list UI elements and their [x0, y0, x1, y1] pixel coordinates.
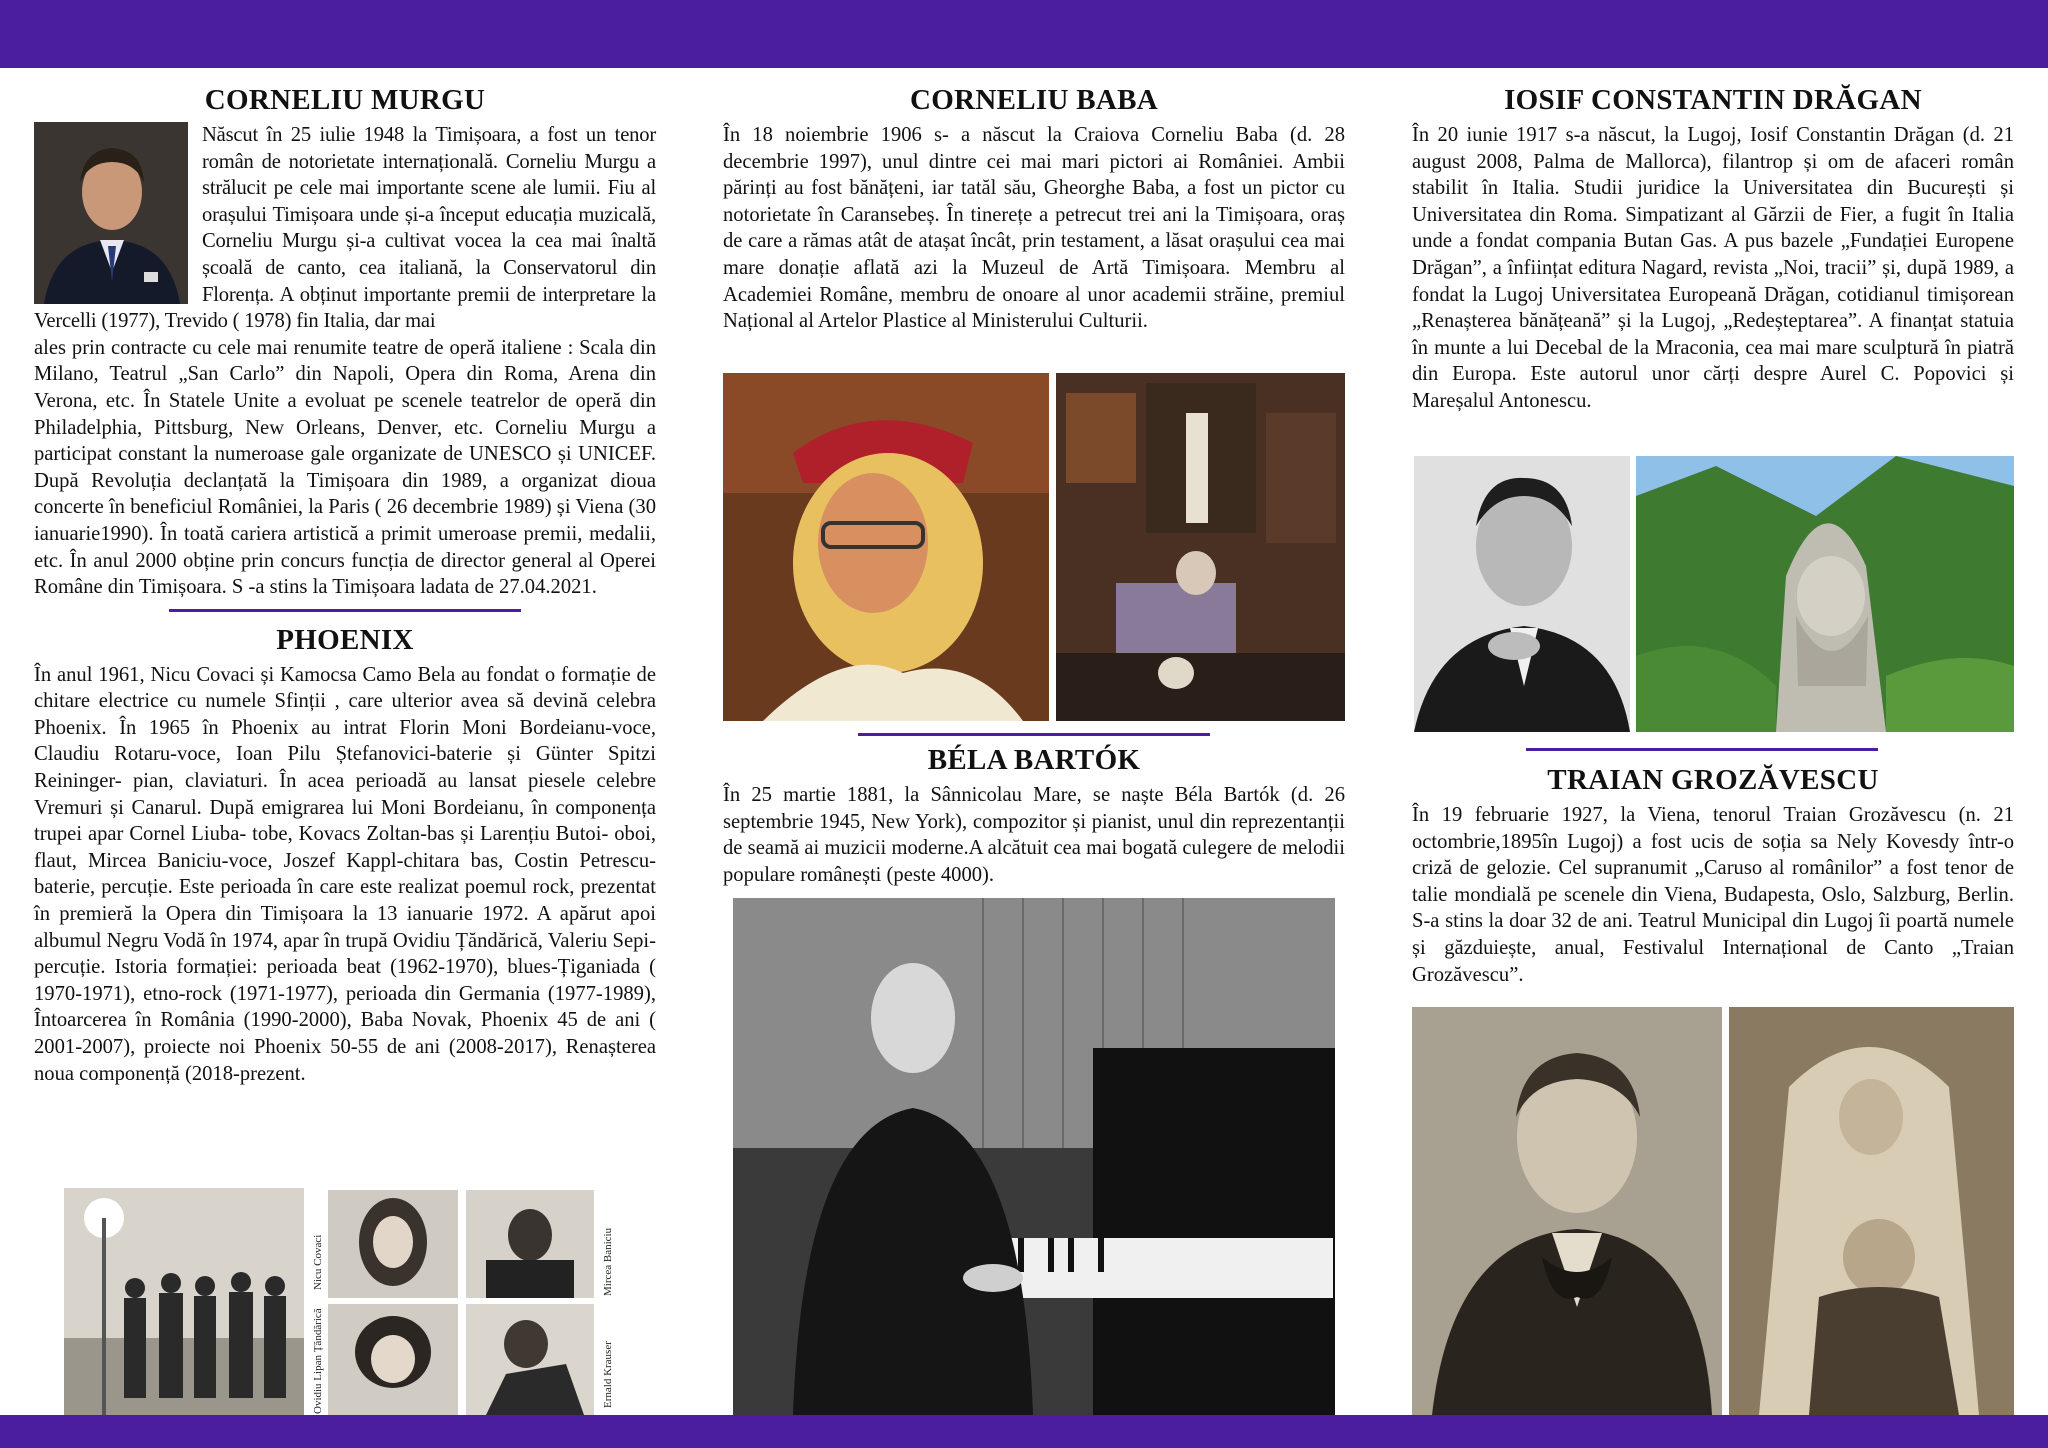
bartok-title: BÉLA BARTÓK	[927, 744, 1141, 776]
baba-text: În 18 noiembrie 1906 s- a născut la Craiova Corneliu Baba (d. 28 decembrie 1997), unul dintre cei mai mari pictori ai României. Ambii părinți au fost bănățeni, iar tatăl său, Gheorghe Baba, a fost un pictor cu notorietate în Caransebeș. În tinerețe a petrecut trei ani la Timișoara, oraș de care a rămas atât de atașat încât, prin testament, a lăsat orașului cea mai mare donație aflată azi la Muzeul de Artă Timișoara. Membru al Academiei Române, membru de onoare al unor academii străine, premiul Național al Artelor Plastice al Ministerului Culturii.	[723, 124, 1345, 333]
baba-title: CORNELIU BABA	[909, 84, 1159, 116]
column-right	[1412, 82, 2014, 415]
phoenix-member-photo	[328, 1304, 458, 1415]
phoenix-band-photo	[64, 1188, 304, 1415]
photo-label: Ovidiu Lipan Țăndărică	[312, 1308, 324, 1414]
dragan-title: IOSIF CONSTANTIN DRĂGAN	[1504, 84, 1922, 116]
phoenix-member-photo	[328, 1190, 458, 1298]
section-divider	[858, 733, 1210, 736]
grozavescu-title: TRAIAN GROZĂVESCU	[1547, 764, 1879, 796]
grozavescu-text: În 19 februarie 1927, la Viena, tenorul Traian Grozăvescu (n. 21 octombrie,1895în Lugoj) a fost ucis de soția sa Nely Kovesdy într-o criză de gelozie. Cel supranumit „Caruso al românilor” a fost tenor de talie mondială pe scenele din Viena, Budapesta, Oslo, Salzburg, Berlin. S-a stins la doar 32 de ani. Teatrul Municipal din Lugoj îi poartă numele și găzduiește, anual, Festivalul Internațional de Canto „Traian Grozăvescu”.	[1412, 804, 2014, 986]
murgu-portrait	[34, 122, 188, 304]
phoenix-title: PHOENIX	[276, 623, 414, 656]
murgu-text-full: ales prin contracte cu cele mai renumite teatre de operă italiene : Scala din Milano, Teatrul „San Carlo” din Napoli, Opera din Roma, Arena din Verona, etc. În Statele Unite a evoluat pe scenele teatrelor de operă din Philadelphia, Pittsburg, New Orleans, Denver, etc. Corneliu Murgu a participat constant la numeroase gale organizate de UNESCO și UNICEF. După Revoluția declanțată la Timișoara din 1989, a organizat dioua concerte în beneficiul României, la Paris ( 26 decembrie 1989) și Viena (30 ianuarie1990). În toată cariera artistică a primit umeroase premii, medalii, etc. În anul 2000 obține prin concurs funcția de director general al Operei Române din Timișoara. S -a stins la Timișoara ladata de 27.04.2021.	[34, 336, 656, 599]
grozavescu-portrait	[1412, 1007, 1722, 1415]
bottom-band	[0, 1415, 2048, 1448]
murgu-text-wrap: Născut în 25 iulie 1948 la Timișoara, a fost un tenor român de notorietate internațională. Corneliu Murgu a strălucit pe cele mai importante scene ale lumii. Fiu al orașului Timișoara unde și-a început educația muzicală, Corneliu Murgu și-a cultivat vocea la cea mai înaltă școală de canto, cea italiană, la Conservatorul din Florența. A obținut importante premii de interpretare la Vercelli (1977), Trevido ( 1978) fin Italia, dar mai	[34, 124, 656, 333]
column-middle	[723, 82, 1345, 335]
phoenix-text: În anul 1961, Nicu Covaci și Kamocsa Camo Bela au fondat o formație de chitare electrice cu numele Sfinții , care ulterior avea să devină celebra Phoenix. În 1965 în Phoenix au intrat Florin Moni Bordeianu-voce, Claudiu Rotaru-voce, Ioan Pilu Ștefanovici-baterie și Günter Spitzi Reininger- pian, claviaturi. În acea perioadă au lansat piesele celebre Vremuri și Canarul. După emigrarea lui Moni Bordeianu, în componența trupei apar Cornel Liuba- tobe, Kovacs Zoltan-bas și Larențiu Butoi- oboi, flaut, Mircea Baniciu-voce, Joszef Kappl-chitara bas, Costin Petrescu- baterie, percuție. Este perioada în care este realizat poemul rock, prezentat în premieră la Opera din Timișoara la 13 ianuarie 1972. A apărut apoi albumul Negru Vodă în 1974, apar în trupă Ovidiu Țăndărică, Valeriu Sepi- percuție. Istoria formației: perioada beat (1962-1970), blues-Țiganiada ( 1970-1971), etno-rock (1971-1977), perioada din Germania (1977-1989), Întoarcerea în România (1990-2000), Baba Novak, Phoenix 45 de ani ( 2001-2007), proiecte noi Phoenix 50-55 de ani (2008-2017), Renașterea noua componență (2018-prezent.	[34, 663, 656, 1085]
bartok-piano-photo	[733, 898, 1335, 1415]
baba-studio-photo	[1056, 373, 1345, 721]
top-band	[0, 0, 2048, 68]
photo-label: Nicu Covaci	[312, 1234, 324, 1290]
section-divider	[1526, 748, 1878, 751]
column-middle-bartok	[723, 742, 1345, 888]
grozavescu-stage-photo	[1729, 1007, 2014, 1415]
column-left	[34, 82, 656, 1087]
baba-self-portrait	[723, 373, 1049, 721]
bartok-text: În 25 martie 1881, la Sânnicolau Mare, se naște Béla Bartók (d. 26 septembrie 1945, New York), compozitor și pianist, unul din reprezentanții de seamă ai muzicii moderne.A alcătuit cea mai bogată culegere de melodii populare românești (peste 4000).	[723, 784, 1345, 886]
decebal-statue-photo	[1636, 456, 2014, 732]
dragan-portrait	[1414, 456, 1630, 732]
column-right-grozavescu	[1412, 762, 2014, 988]
section-divider	[169, 609, 521, 612]
photo-label: Mircea Baniciu	[602, 1227, 614, 1296]
phoenix-member-photo	[466, 1190, 594, 1298]
phoenix-member-photo	[466, 1304, 594, 1415]
dragan-text: În 20 iunie 1917 s-a născut, la Lugoj, Iosif Constantin Drăgan (d. 21 august 2008, Palma de Mallorca), filantrop și om de afaceri român stabilit în Italia. Studii juridice la Universitatea din București și Universitatea din Roma. Simpatizant al Gărzii de Fier, a fugit în Italia unde a fondat compania Butan Gas. A pus bazele „Fundației Europene Drăgan”, a înființat editura Nagard, revista „Noi, tracii” și, după 1989, a fondat la Lugoj Universitatea Europeană Drăgan, cotidianul timișorean „Renașterea bănățeană” și la Lugoj, „Redeșteptarea”. A finanțat statuia în munte a lui Decebal de la Mraconia, cea mai mare sculptură în piatră din Europa. Este autorul unor cărți despre Aurel C. Popovici și Mareșalul Antonescu.	[1412, 124, 2014, 412]
photo-label: Ernald Krauser	[602, 1341, 614, 1408]
murgu-title: CORNELIU MURGU	[204, 84, 486, 116]
